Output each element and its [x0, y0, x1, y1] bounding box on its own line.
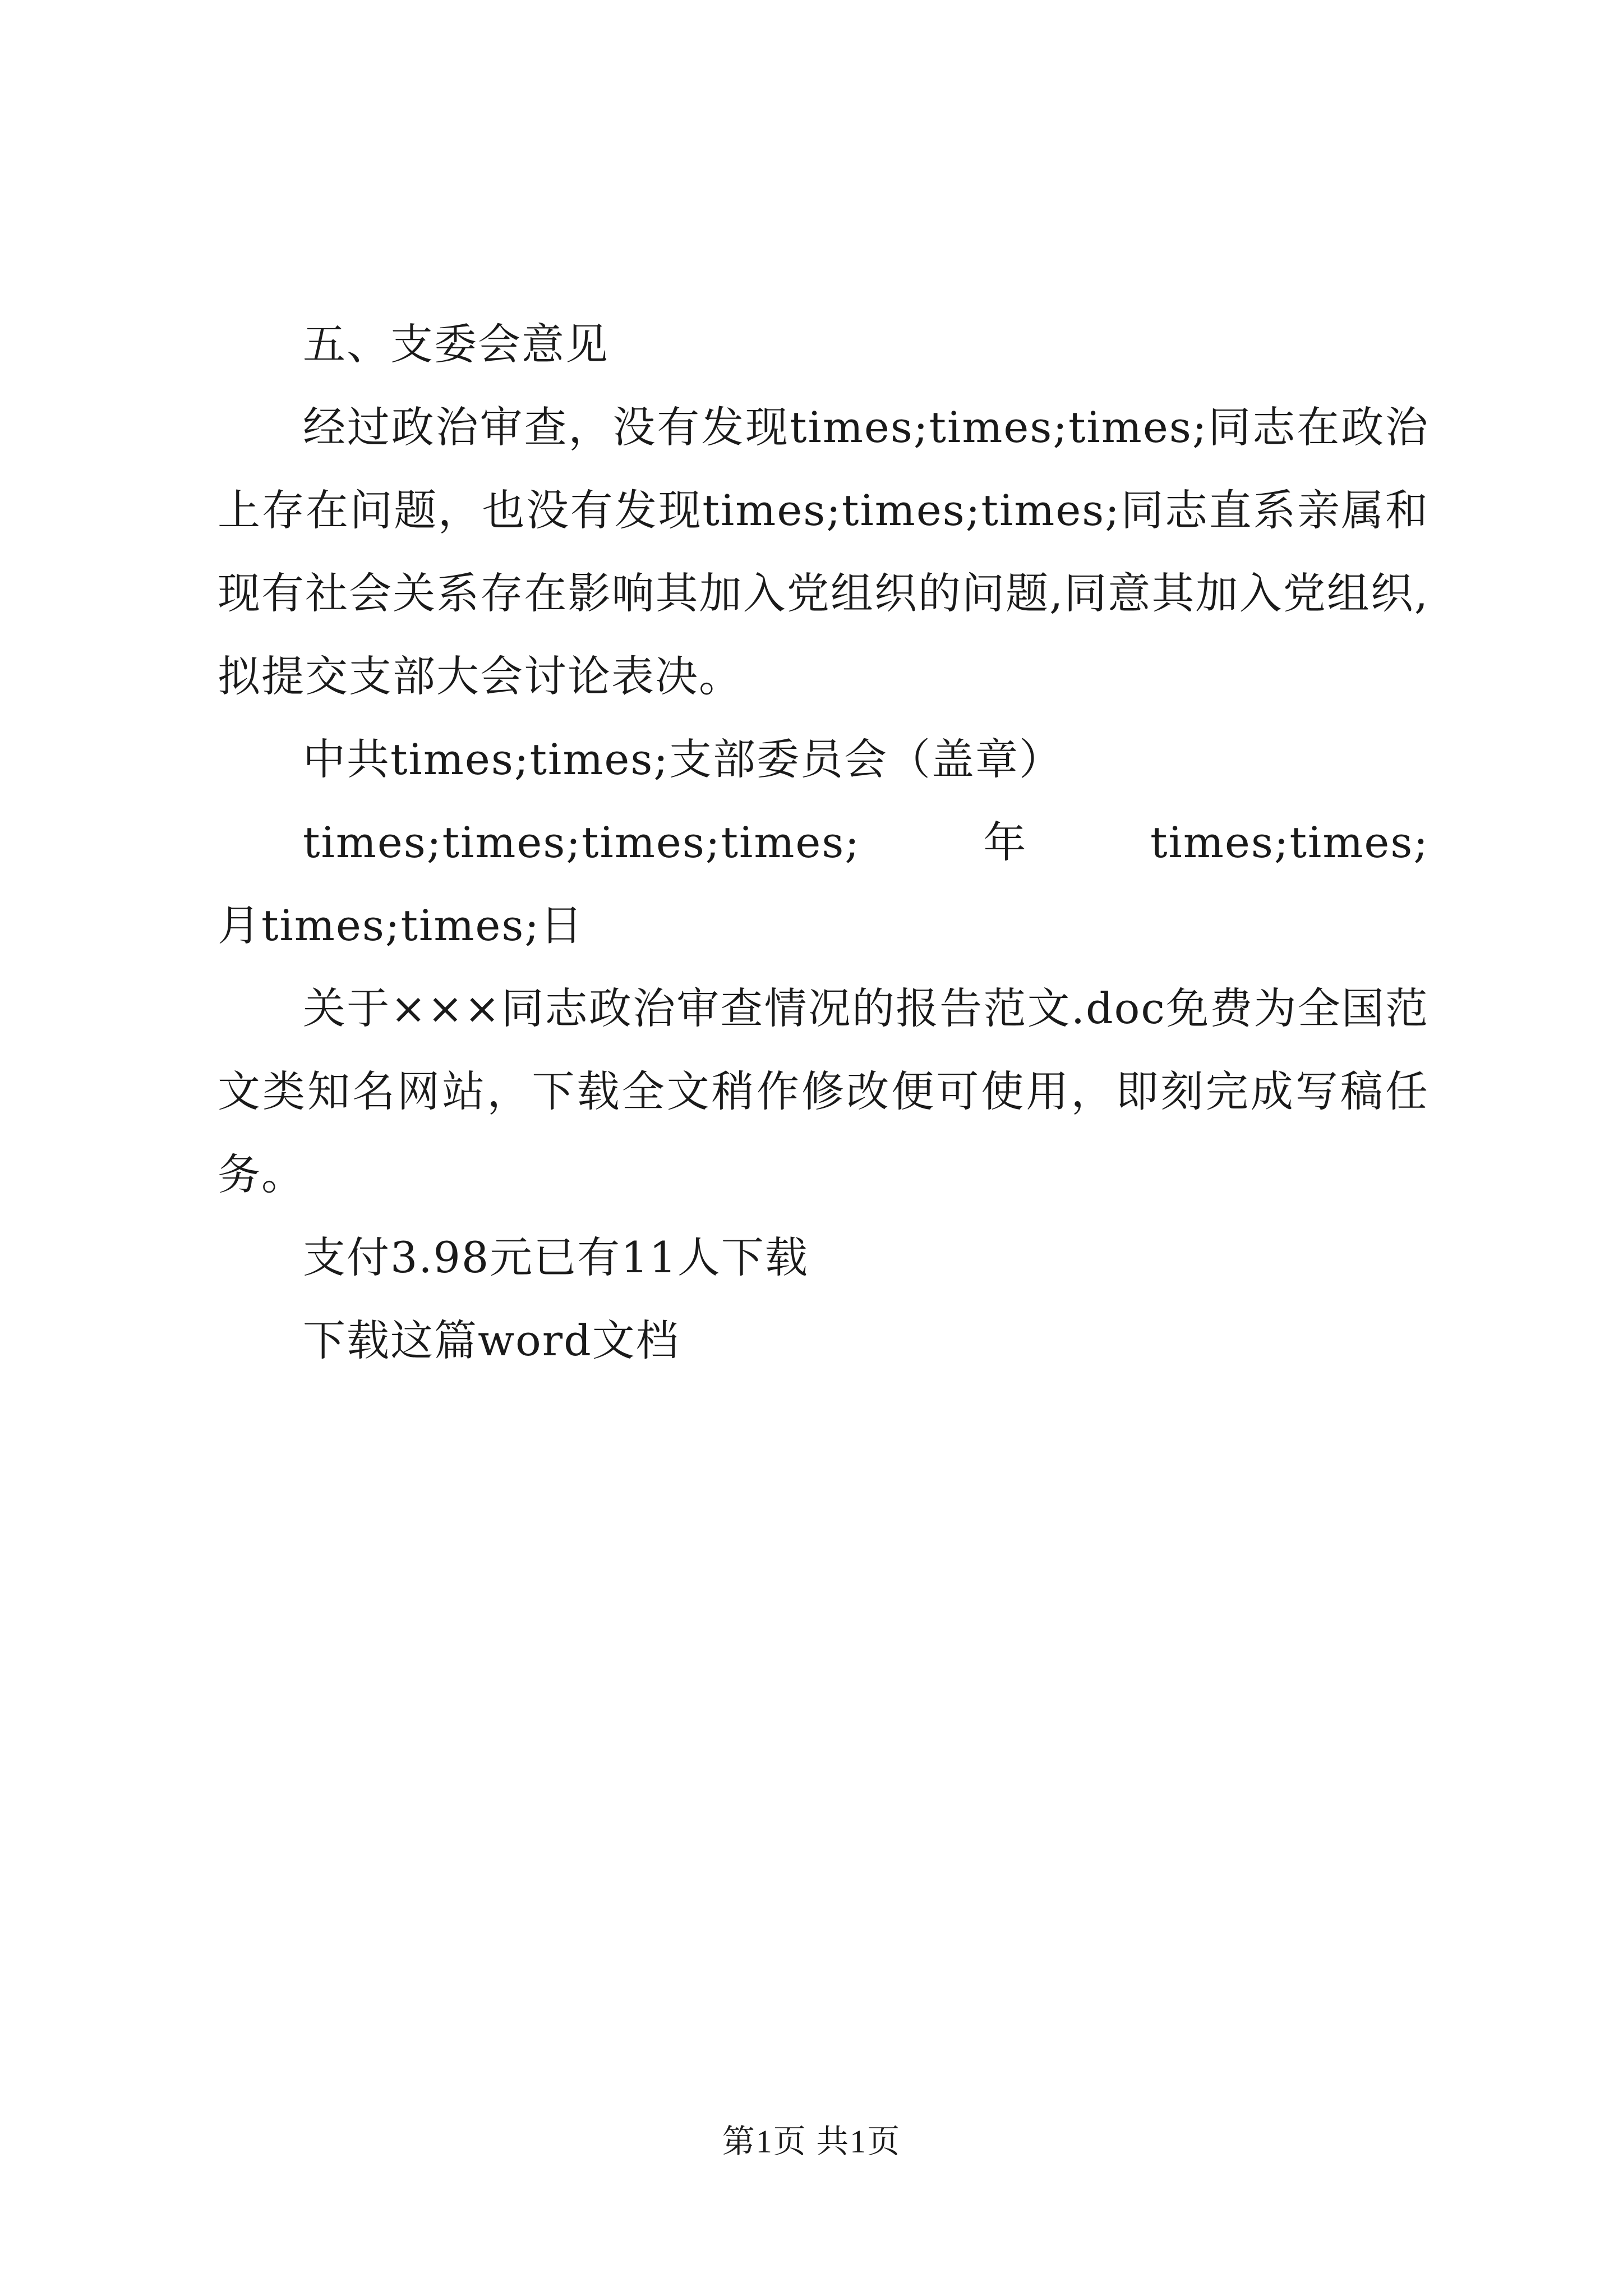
document-body — [218, 303, 1516, 1382]
page-number-footer: 第1页 共1页 — [722, 2123, 901, 2160]
date-line: times;times;times;times; 年 times;times; 月times;times;日 — [218, 817, 1516, 950]
section-heading: 五、支委会意见 — [303, 319, 609, 369]
committee-signature: 中共times;times;支部委员会（盖章） — [303, 734, 1063, 784]
review-opinion-paragraph: 经过政治审查，没有发现times;times;times;同志在政治上存在问题，也没有发现times;times;times;同志直系亲属和现有社会关系存在影响其加入党组织的问题,同意其加入党组织,拟提交支部大会讨论表决。 — [218, 402, 1429, 701]
download-word-link[interactable]: 下载这篇word文档 — [303, 1315, 680, 1365]
promo-paragraph: 关于×××同志政治审查情况的报告范文.doc免费为全国范文类知名网站，下载全文稍作修改便可使用，即刻完成写稿任务。 — [218, 983, 1429, 1199]
payment-info: 支付3.98元已有11人下载 — [303, 1232, 809, 1282]
